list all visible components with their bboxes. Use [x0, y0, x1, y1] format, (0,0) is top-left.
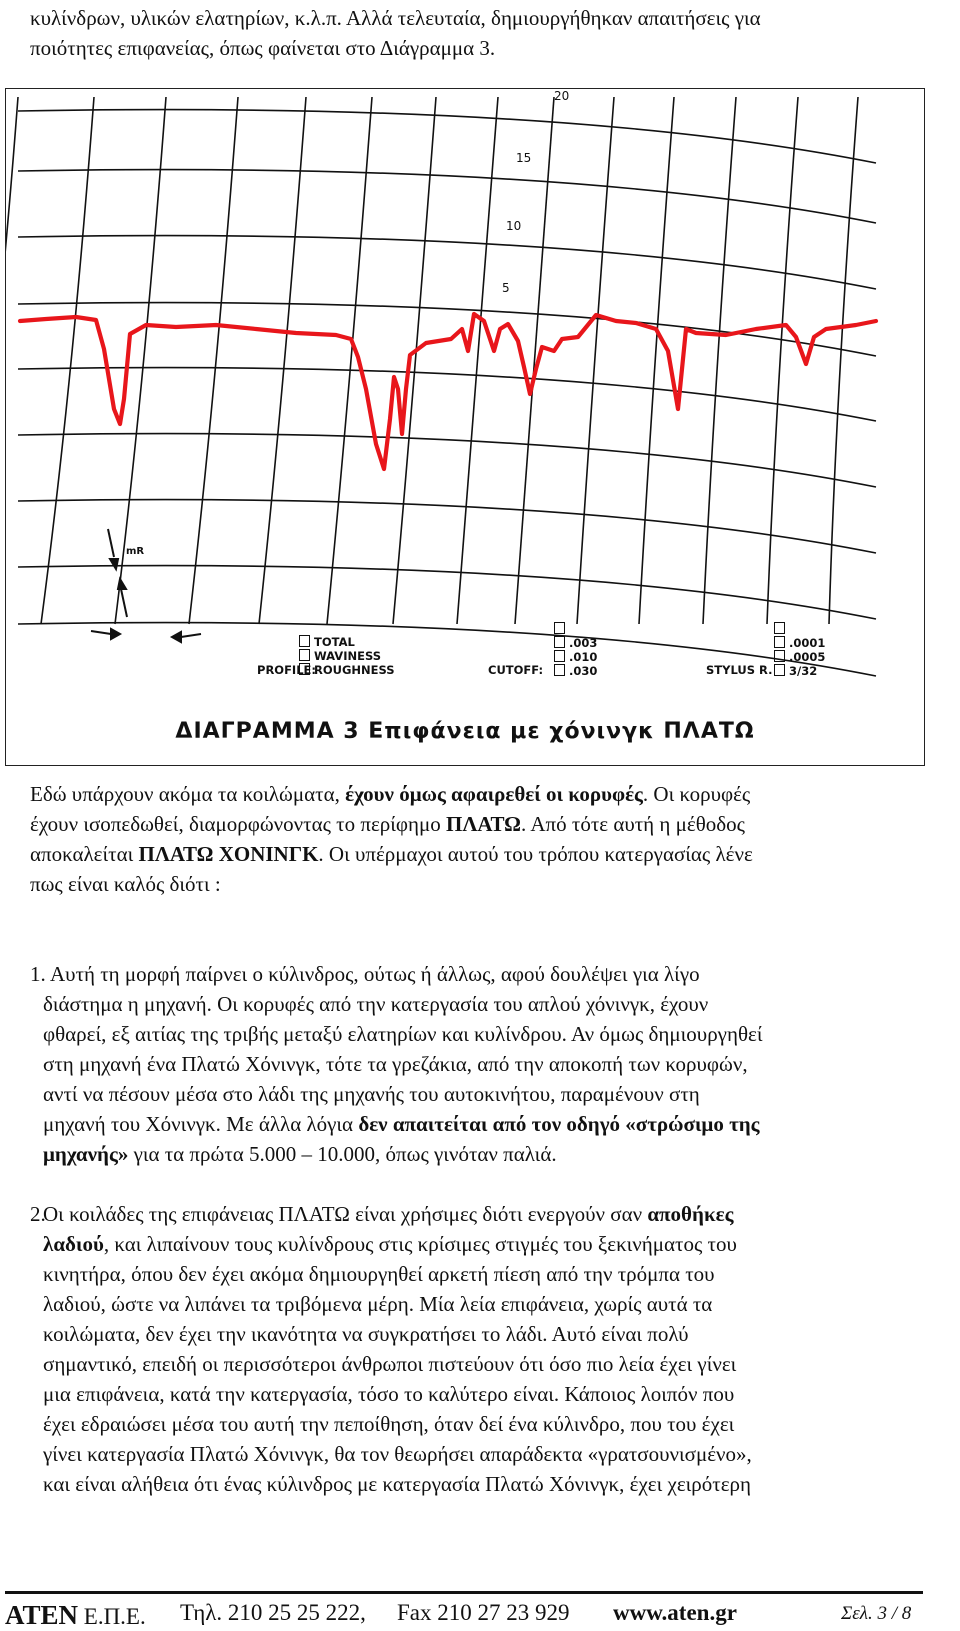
- mr-marker-arrows: [91, 529, 201, 642]
- grid-radial-line: [115, 97, 166, 624]
- para1-line-2: έχουν ισοπεδωθεί, διαμορφώνοντας το περίφημο ΠΛΑΤΩ. Από τότε αυτή η μέθοδος: [30, 812, 745, 836]
- profile-label: PROFILE:: [257, 663, 316, 677]
- item2-line-6: σημαντικό, επειδή οι περισσότεροι άνθρωποι πιστεύουν ότι όσο πιο λεία έχει γίνει: [43, 1352, 737, 1376]
- profile-legend: [299, 635, 395, 677]
- item1-line-7: μηχανής» για τα πρώτα 5.000 – 10.000, όπως γινόταν παλιά.: [43, 1142, 557, 1166]
- checkbox-icon: [774, 650, 785, 662]
- profile-trace: [20, 314, 876, 469]
- item2-line-1: Οι κοιλάδες της επιφάνειας ΠΛΑΤΩ είναι χρήσιμες διότι ενεργούν σαν αποθήκες: [43, 1202, 734, 1226]
- grid-radial-line: [327, 97, 372, 624]
- footer-page-number: Σελ. 3 / 8: [841, 1603, 912, 1624]
- footer-company: ATEN Ε.Π.Ε.: [5, 1600, 146, 1630]
- profile-option-roughness[interactable]: ROUGHNESS: [299, 663, 395, 677]
- grid-arc: [18, 434, 876, 487]
- para1-line-4: πως είναι καλός διότι :: [30, 872, 221, 896]
- checkbox-icon: [299, 663, 310, 675]
- grid-radial-line: [189, 97, 238, 624]
- checkbox-icon: [554, 622, 565, 634]
- grid-arc: [18, 236, 876, 289]
- item1-line-5: αντί να πέσουν μέσα στο λάδι της μηχανής του αυτοκινήτου, παραμένουν στη: [43, 1082, 700, 1106]
- stylus-option-blank[interactable]: [774, 622, 825, 636]
- checkbox-icon: [554, 650, 565, 662]
- item1-line-2: διάστημα η μηχανή. Οι κορυφές από την κατεργασία του απλού χόνινγκ, έχουν: [43, 992, 709, 1016]
- item2-line-2: λαδιού, και λιπαίνουν τους κυλίνδρους στις κρίσιμες στιγμές του ξεκινήματος του: [43, 1232, 737, 1256]
- intro-line-1: κυλίνδρων, υλικών ελατηρίων, κ.λ.π. Αλλά τελευταία, δημιουργήθηκαν απαιτήσεις για: [30, 6, 761, 30]
- item1-line-1: Αυτή τη μορφή παίρνει ο κύλινδρος, ούτως ή άλλως, αφού δουλέψει για λίγο: [50, 962, 700, 986]
- grid-radial-line: [6, 97, 18, 624]
- item2-number: 2.: [30, 1202, 46, 1226]
- item2-line-9: γίνει κατεργασία Πλατώ Χόνινγκ, θα τον θεωρήσει απαράδεκτα «γρατσουνισμένο»,: [43, 1442, 752, 1466]
- item2-line-3: κινητήρα, όπου δεν έχει ακόμα δημιουργηθεί αρκετή πίεση από την τρόμπα του: [43, 1262, 715, 1286]
- scale-tick-5: 5: [502, 281, 510, 295]
- footer-website[interactable]: www.aten.gr: [613, 1600, 737, 1625]
- item1-line-4: στη μηχανή ένα Πλατώ Χόνινγκ, τότε τα γρεζάκια, από την αποκοπή των κορυφών,: [43, 1052, 748, 1076]
- checkbox-icon: [554, 664, 565, 676]
- grid-arc: [18, 500, 876, 553]
- cutoff-option-blank[interactable]: [554, 622, 597, 636]
- item1-number: 1.: [30, 962, 46, 986]
- grid-radial-line: [259, 97, 306, 624]
- checkbox-icon: [774, 622, 785, 634]
- grid-arc: [18, 170, 876, 223]
- item2-line-8: έχει εδραιώσει μέσα του αυτή την πεποίθηση, όταν δεί ένα κύλινδρο, που του έχει: [43, 1412, 735, 1436]
- grid-arc: [18, 110, 876, 163]
- item2-line-5: κοιλώματα, δεν έχει την ικανότητα να συγκρατήσει το λάδι. Αυτό είναι πολύ: [43, 1322, 689, 1346]
- cutoff-option-010[interactable]: .010: [554, 650, 597, 664]
- checkbox-icon: [774, 664, 785, 676]
- para1-line-1: Εδώ υπάρχουν ακόμα τα κοιλώματα, έχουν όμως αφαιρεθεί οι κορυφές. Οι κορυφές: [30, 782, 751, 806]
- profile-option-waviness[interactable]: WAVINESS: [299, 649, 395, 663]
- profile-option-total[interactable]: TOTAL: [299, 635, 395, 649]
- item2-line-7: μια επιφάνεια, κατά την κατεργασία, τόσο το καλύτερο είναι. Κάποιος λοιπόν που: [43, 1382, 735, 1406]
- grid-radial-line: [767, 97, 798, 624]
- item1-line-3: φθαρεί, εξ αιτίας της τριβής μεταξύ ελατηρίων και κυλίνδρου. Αν όμως δημιουργηθεί: [43, 1022, 763, 1046]
- figure-caption: ΔΙΑΓΡΑΜΜΑ 3 Επιφάνεια με χόνινγκ ΠΛΑΤΩ: [175, 719, 755, 744]
- checkbox-icon: [299, 649, 310, 661]
- item1-line-6: μηχανή του Χόνινγκ. Με άλλα λόγια δεν απαιτείται από τον οδηγό «στρώσιμο της: [43, 1112, 760, 1136]
- grid-radial-line: [577, 97, 614, 624]
- surface-profile-figure: [5, 88, 925, 766]
- stylus-option-0001[interactable]: .0001: [774, 636, 825, 650]
- cutoff-option-003[interactable]: .003: [554, 636, 597, 650]
- intro-line-2: ποιότητες επιφανείας, όπως φαίνεται στο Διάγραμμα 3.: [30, 36, 496, 60]
- grid-radial-line: [41, 97, 94, 624]
- item2-line-4: λαδιού, ώστε να λιπάνει τα τριβόμενα μέρη. Μία λεία επιφάνεια, χωρίς αυτά τα: [43, 1292, 713, 1316]
- checkbox-icon: [554, 636, 565, 648]
- checkbox-icon: [774, 636, 785, 648]
- stylus-label: STYLUS R.: [706, 663, 773, 677]
- stylus-legend: [774, 622, 825, 678]
- footer-phone: Τηλ. 210 25 25 222,: [180, 1600, 366, 1625]
- grid-arc: [18, 368, 876, 421]
- stylus-option-0005[interactable]: .0005: [774, 650, 825, 664]
- cutoff-legend: [554, 622, 597, 678]
- scale-tick-20: 20: [554, 89, 570, 103]
- page-footer: [5, 1591, 923, 1628]
- para1-line-3: αποκαλείται ΠΛΑΤΩ ΧΟΝΙΝΓΚ. Οι υπέρμαχοι αυτού του τρόπου κατεργασίας λένε: [30, 842, 753, 866]
- stylus-option-332[interactable]: 3/32: [774, 664, 825, 678]
- cutoff-label: CUTOFF:: [488, 663, 544, 677]
- mr-label: mR: [126, 546, 145, 557]
- grid-arc: [18, 566, 876, 619]
- scale-tick-10: 10: [506, 219, 522, 233]
- scale-tick-15: 15: [516, 151, 532, 165]
- checkbox-icon: [299, 635, 310, 647]
- grid-radial-line: [703, 97, 736, 624]
- cutoff-option-030[interactable]: .030: [554, 664, 597, 678]
- grid-radial-line: [393, 97, 436, 624]
- item2-line-10: και είναι αλήθεια ότι ένας κύλινδρος με κατεργασία Πλατώ Χόνινγκ, έχει χειρότερη: [43, 1472, 751, 1496]
- footer-fax: Fax 210 27 23 929: [397, 1600, 570, 1625]
